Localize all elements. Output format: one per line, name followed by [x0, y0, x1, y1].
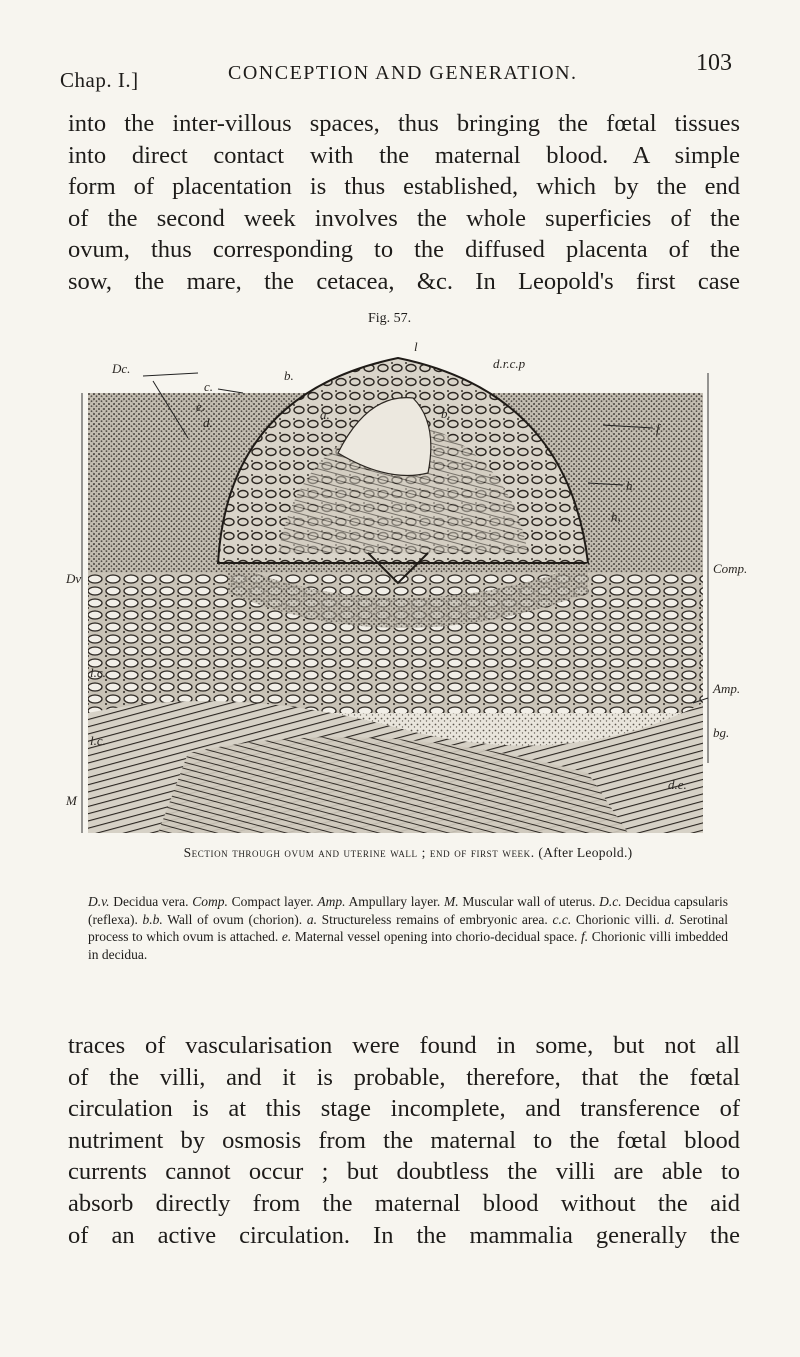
legend-text: Compact layer.: [227, 894, 318, 909]
legend-text: Structureless remains of embryonic area.: [316, 911, 553, 927]
text-line: absorb directly from the maternal blood without the aid: [68, 1189, 740, 1217]
text-line: into the inter-villous spaces, thus bringing the fœtal tissues: [68, 110, 740, 137]
label-f: f: [656, 421, 660, 436]
text-line: of the villi, and it is probable, therefore, that the fœtal: [68, 1063, 740, 1091]
text-line: of the second week involves the whole superficies of the: [68, 204, 740, 232]
text-line: form of placentation is thus established, which by the end: [68, 173, 740, 200]
legend-term: b.b.: [142, 911, 163, 927]
figure-legend: [88, 893, 728, 963]
legend-term: f.: [580, 929, 589, 944]
label-comp: Comp.: [713, 561, 748, 576]
figure-caption: [88, 844, 728, 862]
legend-text: Chorionic villi.: [571, 911, 665, 927]
section-engraving: [66, 333, 748, 833]
page-number: 103: [696, 50, 732, 76]
page-header: [60, 48, 732, 92]
label-dc: Dc.: [112, 361, 131, 376]
label-amp: Amp.: [713, 681, 741, 696]
legend-term: M.: [444, 894, 459, 909]
legend-text: Ampullary layer.: [345, 894, 445, 909]
caption-attribution: (After Leopold.): [538, 845, 633, 860]
text-line: into direct contact with the maternal blood. A simple: [68, 141, 740, 169]
label-l: l: [414, 339, 418, 354]
legend-text: Chorionic villi imbedded in decidua.: [88, 929, 729, 962]
text-line: currents cannot occur ; but doubtless the villi are able to: [68, 1158, 740, 1186]
legend-term: Comp.: [192, 894, 228, 909]
label-d: d.: [203, 415, 213, 430]
figure-number: Fig. 57.: [368, 311, 412, 326]
label-bg: bg.: [713, 725, 730, 740]
text-line: ovum, thus corresponding to the diffused placenta of the: [68, 236, 740, 263]
legend-term: a.: [306, 911, 317, 927]
legend-term: d.: [664, 911, 675, 927]
label-de: d.e.: [668, 777, 687, 792]
label-dv: Dv: [66, 571, 82, 586]
legend-text: Muscular wall of uterus.: [458, 894, 600, 909]
text-line: traces of vascularisation were found in some, but not all: [68, 1032, 740, 1059]
label-a: a.: [320, 407, 330, 422]
text-line: nutriment by osmosis from the maternal to the fœtal blood: [68, 1126, 740, 1154]
legend-term: D.v.: [88, 894, 110, 909]
label-h-sub: h,: [611, 509, 621, 524]
label-lc-lower: l.c.: [90, 733, 106, 748]
running-title: CONCEPTION AND GENERATION.: [228, 62, 578, 84]
label-h: h: [626, 478, 633, 493]
legend-term: e.: [281, 929, 292, 944]
label-m: M: [66, 793, 77, 808]
legend-text: Serotinal process to which ovum is attached.: [88, 911, 729, 944]
legend-text: Decidua vera.: [109, 894, 193, 909]
label-lc-upper: l.c.: [90, 665, 106, 680]
label-b-right: b.: [441, 406, 451, 421]
legend-term: c.c.: [552, 911, 572, 927]
text-line: circulation is at this stage incomplete, and transference of: [68, 1095, 740, 1123]
label-b-left: b.: [284, 368, 294, 383]
text-line: of an active circulation. In the mammalia generally the: [68, 1221, 740, 1249]
paragraph-top: [68, 108, 740, 297]
legend-text: Maternal vessel opening into chorio-decidual space.: [291, 929, 581, 944]
legend-text: Decidua capsularis (reflexa).: [88, 894, 728, 927]
legend-text: Wall of ovum (chorion).: [162, 911, 307, 927]
legend-term: D.c.: [599, 894, 622, 909]
label-e: e.: [196, 399, 206, 414]
paragraph-bottom: [68, 1030, 740, 1251]
text-line: sow, the mare, the cetacea, &c. In Leopold's first case: [68, 267, 740, 295]
figure-illustration: [66, 333, 748, 833]
caption-title: Section through ovum and uterine wall ; end of first week.: [183, 845, 535, 860]
chapter-marker: Chap. I.]: [60, 68, 139, 92]
label-c: c.: [204, 379, 214, 394]
legend-term: Amp.: [317, 894, 346, 909]
label-drcp: d.r.c.p: [493, 356, 526, 371]
